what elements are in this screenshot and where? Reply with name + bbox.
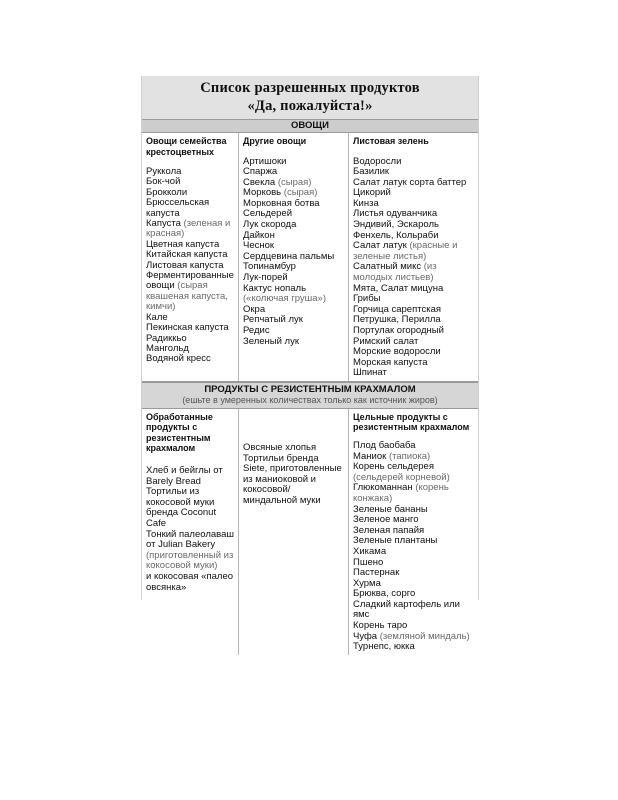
item-name: Маниок <box>353 450 387 462</box>
item-name: Китайская капуста <box>146 249 228 261</box>
item-name: Петрушка, Перилла <box>353 314 441 326</box>
list-item <box>353 462 475 483</box>
item-name: Чуфа <box>353 630 378 642</box>
column-leafy-greens <box>348 133 478 381</box>
column-processed-starch <box>142 409 238 655</box>
starch-table <box>142 409 478 655</box>
column-header: Обработанные продукты с резистентным крахмалом <box>146 411 213 454</box>
list-item <box>243 337 345 348</box>
item-name: Редис <box>243 325 270 336</box>
item-name: Хикама <box>353 545 387 557</box>
column-cruciferous <box>142 133 238 381</box>
item-list <box>146 167 235 365</box>
item-note: (сырая) <box>277 176 312 188</box>
item-name: Спаржа <box>243 166 278 178</box>
item-note: (сельдерей корневой) <box>353 471 450 483</box>
item-name: Сладкий картофель или ямс <box>353 598 460 621</box>
list-item <box>353 241 475 262</box>
section-subtitle: (ешьте в умеренных количествах только как источник жиров) <box>182 394 438 405</box>
item-name: Брюссельская капуста <box>146 197 210 219</box>
section-heading-vegetables: ОВОЩИ <box>142 119 478 133</box>
section-heading-resistant-starch <box>142 381 478 409</box>
item-note: (корень конжака) <box>353 482 449 504</box>
item-name: Капуста <box>146 218 181 230</box>
item-name: Дайкон <box>243 229 275 241</box>
item-name: Кинза <box>353 197 379 209</box>
item-name: Зеленое манго <box>353 514 419 526</box>
item-name: Зеленый лук <box>243 335 300 347</box>
item-name: Салат латук <box>353 240 407 252</box>
column-header: Листовая зелень <box>353 136 429 146</box>
item-name: Хлеб и бейглы от Barely Bread <box>146 464 223 487</box>
item-name: Лук-порей <box>243 272 288 284</box>
item-name: Овсяные хлопья <box>243 441 317 453</box>
item-note: (тапиока) <box>388 450 431 462</box>
item-list <box>243 157 345 348</box>
item-name: Бок-чой <box>146 176 181 188</box>
item-name: Фенхель, Кольраби <box>353 229 439 241</box>
item-name: Базилик <box>353 166 390 178</box>
item-name: Глюкоманнан <box>353 482 413 494</box>
column-spacer <box>243 412 345 443</box>
item-name: Зеленые бананы <box>353 503 428 515</box>
item-name: Эндивий, Эскароль <box>353 219 439 231</box>
item-name: Цветная капуста <box>146 238 220 250</box>
item-note: (красные и зеленые листья) <box>353 240 458 262</box>
list-item <box>243 284 345 305</box>
item-name: Руккола <box>146 166 182 177</box>
item-name: Лук скорода <box>243 219 297 231</box>
item-list <box>353 157 475 379</box>
column-header: Другие овощи <box>243 136 307 146</box>
item-name: Листья одуванчика <box>353 208 438 220</box>
item-name: Салатный микс <box>353 261 422 273</box>
item-name: Репчатый лук <box>243 314 303 326</box>
item-name: Радиккьо <box>146 332 187 344</box>
list-item <box>353 483 475 504</box>
item-name: Морковная ботва <box>243 197 320 209</box>
item-name: Портулак огородный <box>353 325 444 336</box>
column-processed-starch-continued <box>238 409 348 655</box>
item-name: Чеснок <box>243 240 275 252</box>
item-name: Сельдерей <box>243 208 293 220</box>
column-header: Цельные продукты с резистентным крахмалом <box>353 411 470 433</box>
list-item <box>146 219 235 240</box>
item-name: и кокосовая «палео овсянка» <box>146 570 234 593</box>
list-item <box>243 454 345 507</box>
item-name: Римский салат <box>353 335 419 347</box>
item-name: Кале <box>146 311 168 323</box>
item-note: (приготовленный из кокосовой муки) <box>146 549 234 572</box>
item-name: Турнепс, юкка <box>353 641 415 653</box>
list-item <box>146 530 235 572</box>
item-name: Цикорий <box>353 187 391 199</box>
column-other-vegetables <box>238 133 348 381</box>
item-name: Морская капуста <box>353 356 428 368</box>
item-name: Шпинат <box>353 367 387 379</box>
item-name: Горчица сарептская <box>353 303 442 315</box>
item-name: Тонкий палеолаваш от Julian Bakery <box>146 528 235 551</box>
item-name: Плод баобаба <box>353 439 416 451</box>
list-item <box>353 262 475 283</box>
item-name: Зеленая папайя <box>353 524 425 536</box>
item-note: (из молодых листьев) <box>353 261 437 284</box>
title-line-2: «Да, пожалуйста!» <box>247 98 373 114</box>
item-name: Топинамбур <box>243 261 296 273</box>
item-name: Салат латук сорта баттер <box>353 176 467 188</box>
item-note: (земляной миндаль) <box>379 630 470 642</box>
item-name: Водоросли <box>353 155 402 167</box>
item-name: Окра <box>243 303 266 315</box>
item-name: Тортильи бренда Siete, приготовленные из маниоковой и кокосовой/ миндальной муки <box>243 452 342 506</box>
item-name: Кактус нопаль <box>243 282 307 294</box>
list-item <box>146 271 235 313</box>
list-item <box>353 642 475 653</box>
list-item <box>146 354 235 364</box>
list-item <box>353 368 475 379</box>
item-name: Ферментированные овощи <box>146 270 234 292</box>
column-whole-starch <box>348 409 478 655</box>
item-name: Водяной кресс <box>146 353 211 365</box>
item-name: Корень сельдерея <box>353 461 434 473</box>
item-name: Артишоки <box>243 155 287 167</box>
item-list <box>353 441 475 653</box>
item-name: Хурма <box>353 577 381 589</box>
item-name: Пекинская капуста <box>146 322 229 334</box>
document-title <box>142 76 478 119</box>
title-line-1: Список разрешенных продуктов <box>200 80 420 96</box>
item-name: Морские водоросли <box>353 346 441 358</box>
item-name: Листовая капуста <box>146 259 224 271</box>
item-name: Грибы <box>353 293 381 305</box>
item-note: («колючая груша») <box>243 293 327 305</box>
item-name: Мята, Салат мицуна <box>353 282 444 294</box>
list-item <box>146 466 235 487</box>
item-list <box>146 466 235 593</box>
item-name: Свекла <box>243 176 276 188</box>
section-title: ПРОДУКТЫ С РЕЗИСТЕНТНЫМ КРАХМАЛОМ <box>204 383 416 395</box>
item-name: Пшено <box>353 556 384 568</box>
item-name: Морковь <box>243 187 282 199</box>
item-name: Брюква, сорго <box>353 588 416 600</box>
item-name: Сердцевина пальмы <box>243 250 335 262</box>
item-name: Мангольд <box>146 342 189 354</box>
item-note: (зеленая и красная) <box>146 218 231 240</box>
vegetables-table <box>142 133 478 381</box>
list-item <box>146 487 235 529</box>
item-name: Корень таро <box>353 620 408 632</box>
item-note: (сырая квашеная капуста, кимчи) <box>146 280 228 313</box>
item-list <box>243 443 345 507</box>
column-header: Овощи семейства крестоцветных <box>146 136 227 157</box>
list-item <box>146 198 235 219</box>
item-name: Пастернак <box>353 567 400 579</box>
list-item <box>353 600 475 621</box>
item-name: Тортильи из кокосовой муки бренда Coconut Cafe <box>146 486 217 529</box>
item-note: (сырая) <box>283 187 318 199</box>
item-name: Брокколи <box>146 186 188 198</box>
item-name: Зеленые плантаны <box>353 535 438 547</box>
document-page <box>141 76 479 653</box>
list-item <box>146 572 235 593</box>
